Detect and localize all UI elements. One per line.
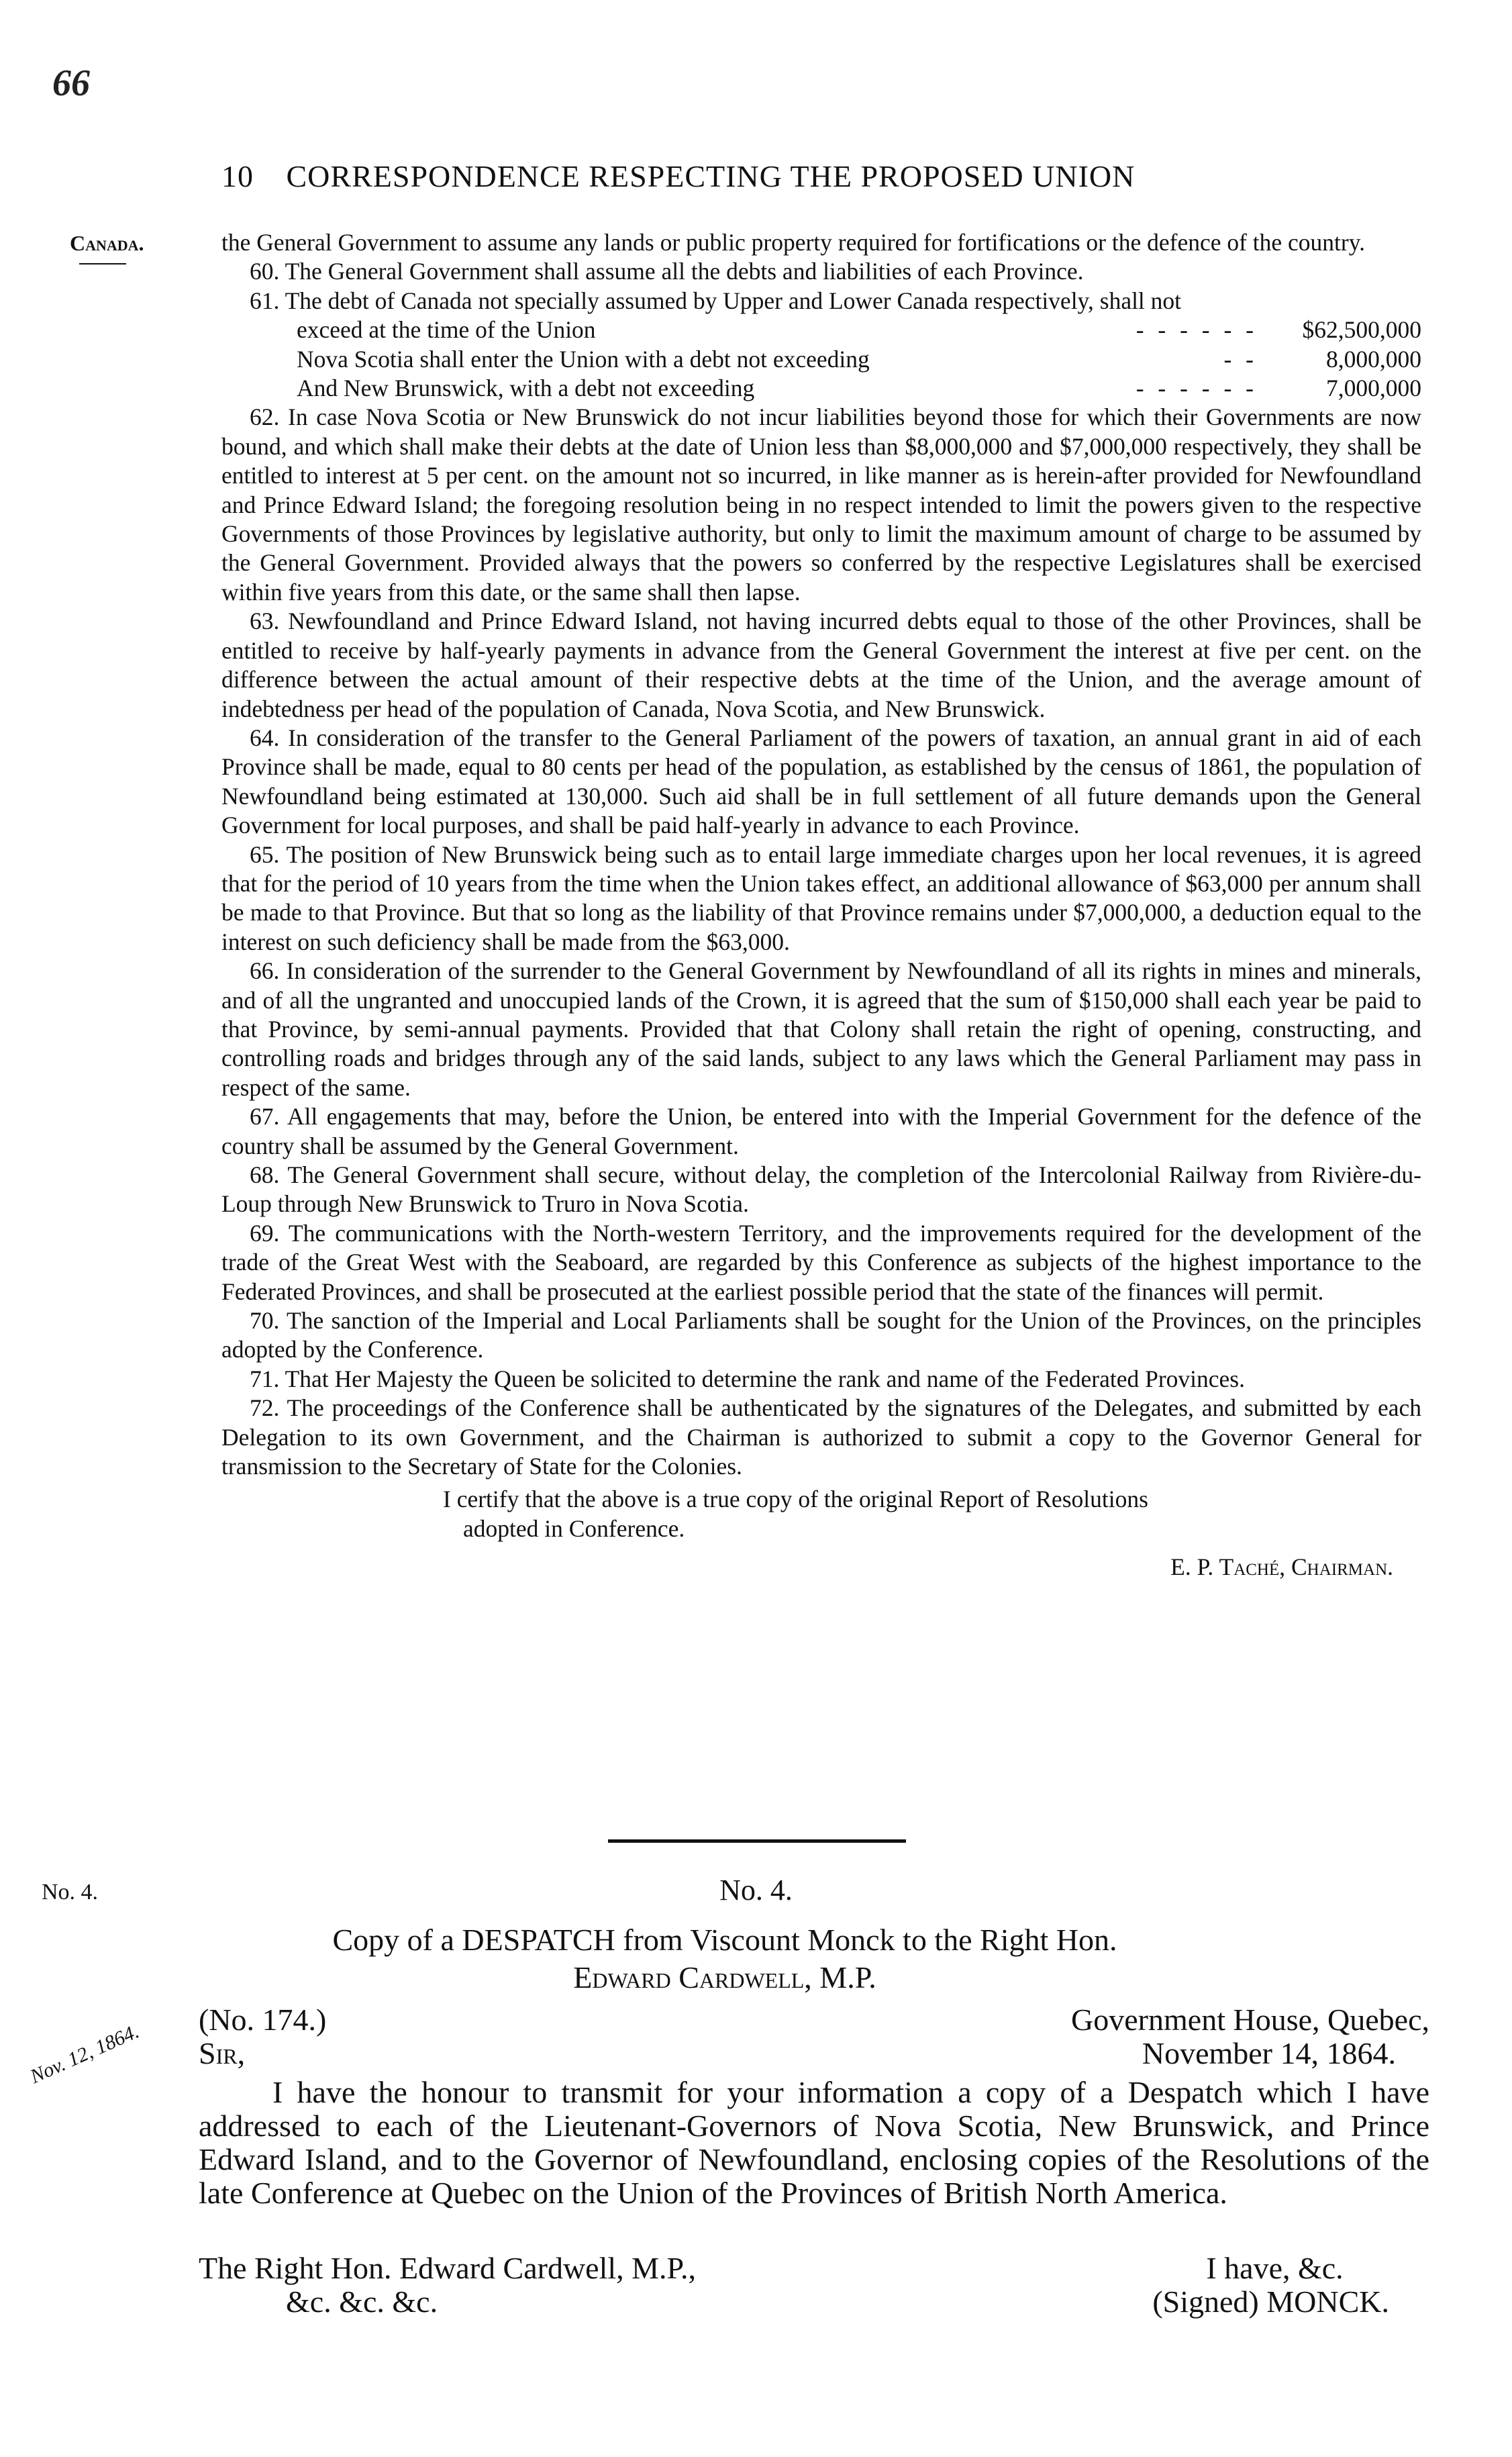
section-divider bbox=[608, 1839, 906, 1843]
resolution-60: 60. The General Government shall assume all the debts and liabilities of each Province. bbox=[250, 258, 1084, 285]
debt-label: And New Brunswick, with a debt not exceeding bbox=[297, 375, 755, 402]
margin-dash bbox=[79, 263, 126, 264]
debt-label: Nova Scotia shall enter the Union with a debt not exceeding bbox=[297, 345, 870, 373]
signed-name: (Signed) MONCK. bbox=[1152, 2284, 1389, 2319]
margin-note-no4: No. 4. bbox=[42, 1880, 99, 1905]
sign-block bbox=[1152, 2252, 1429, 2319]
chairman-signature bbox=[221, 1553, 1421, 1582]
page-number: 10 bbox=[221, 159, 254, 193]
debt-amount: $62,500,000 bbox=[1302, 316, 1421, 344]
salutation: Sir, bbox=[199, 2036, 246, 2070]
despatch-title bbox=[201, 1921, 1248, 1996]
debt-dashes: - - - - - - bbox=[1136, 316, 1258, 344]
debt-row bbox=[297, 316, 1421, 344]
certify-line-2: adopted in Conference. bbox=[463, 1514, 685, 1542]
debt-amount: 8,000,000 bbox=[1326, 345, 1421, 373]
page-header bbox=[221, 158, 1429, 194]
resolutions-text bbox=[221, 228, 1421, 1582]
resolution-69: 69. The communications with the North-western Territory, and the improvements required for the development of the trade of the Great West with the Seaboard, are regarded by this Conference as subjects of the highest importance to the Federated Provinces, and shall be prosecuted at the earliest possible period that the state of the finances will permit. bbox=[221, 1219, 1421, 1305]
letter-body: I have the honour to transmit for your information a copy of a Despatch which I have addressed to each of the Lieutenant-Governors of Nova Scotia, New Brunswick, and Prince Edward Island, and to the Governor of Newfoundland, enclosing copies of the Resolutions of the late Conference at Quebec on the Union of the Provinces of British North America. bbox=[199, 2075, 1429, 2210]
closing-phrase: I have, &c. bbox=[1206, 2251, 1344, 2285]
debt-row bbox=[297, 345, 1421, 374]
margin-note-date: Nov. 12, 1864. bbox=[27, 2020, 143, 2088]
recipient-block bbox=[199, 2252, 696, 2319]
despatch-title-line-2: Edward Cardwell, M.P. bbox=[573, 1960, 876, 1994]
resolution-72: 72. The proceedings of the Conference shall be authenticated by the signatures of the Delegates, and submitted by each Delegation to its own Government, and the Chairman is authorized to submit a copy to the Governor General for transmission to the Secretary of State for the Colonies. bbox=[221, 1394, 1421, 1480]
resolution-64: 64. In consideration of the transfer to the General Parliament of the powers of taxation, an annual grant in aid of each Province shall be made, equal to 80 cents per head of the population, as established by the census of 1861, the population of Newfoundland being estimated at 130,000. Such aid shall be in full settlement of all future demands upon the General Government for local purposes, and shall be paid half-yearly in advance to each Province. bbox=[221, 724, 1421, 839]
recipient-line-1: The Right Hon. Edward Cardwell, M.P., bbox=[199, 2251, 697, 2285]
despatch-date: November 14, 1864. bbox=[1142, 2036, 1396, 2070]
certify-line-1: I certify that the above is a true copy of the original Report of Resolutions bbox=[443, 1486, 1148, 1513]
resolution-61-intro: 61. The debt of Canada not specially assumed by Upper and Lower Canada respectively, shall not bbox=[250, 287, 1182, 314]
certification bbox=[443, 1485, 1421, 1543]
debt-row bbox=[297, 374, 1421, 403]
signature-text: E. P. Taché, Chairman. bbox=[1170, 1553, 1393, 1581]
resolution-70: 70. The sanction of the Imperial and Local Parliaments shall be sought for the Union of the Provinces, on the principles adopted by the Conference. bbox=[221, 1307, 1421, 1363]
margin-note-canada: Canada. bbox=[70, 231, 144, 255]
despatch-title-line-1: Copy of a DESPATCH from Viscount Monck to the Right Hon. bbox=[332, 1923, 1117, 1957]
resolution-63: 63. Newfoundland and Prince Edward Island, not having incurred debts equal to those of the other Provinces, shall be entitled to receive by half-yearly payments in advance from the General Government the interest at five per cent. on the difference between the actual amount of their respective debts at the time of the Union, and the average amount of indebtedness per head of the population of Canada, Nova Scotia, and New Brunswick. bbox=[221, 608, 1421, 722]
paragraph-continuation: the General Government to assume any lands or public property required for fortifications or the defence of the country. bbox=[221, 229, 1366, 256]
recipient-line-2: &c. &c. &c. bbox=[286, 2284, 438, 2319]
handwritten-page-mark: 66 bbox=[52, 62, 90, 104]
letter-heading-row bbox=[199, 2003, 1429, 2037]
debt-label: exceed at the time of the Union bbox=[297, 316, 596, 344]
despatch-ref: (No. 174.) bbox=[199, 2003, 327, 2037]
resolution-65: 65. The position of New Brunswick being such as to entail large immediate charges upon her local revenues, it is agreed that for the period of 10 years from the time when the Union takes effect, an additional allowance of $63,000 per annum shall be made to that Province. But that so long as the liability of that Province remains under $7,000,000, a deduction equal to the interest on such deficiency shall be made from the $63,000. bbox=[221, 840, 1421, 955]
running-title: CORRESPONDENCE RESPECTING THE PROPOSED UNION bbox=[286, 159, 1136, 193]
resolution-67: 67. All engagements that may, before the Union, be entered into with the Imperial Government for the defence of the country shall be assumed by the General Government. bbox=[221, 1103, 1421, 1159]
letter-date-row bbox=[199, 2037, 1429, 2070]
debt-dashes: - - - - - - bbox=[1136, 375, 1258, 402]
despatch-letter bbox=[199, 2003, 1429, 2319]
resolution-68: 68. The General Government shall secure, without delay, the completion of the Intercolonial Railway from Rivière-du-Loup through New Brunswick to Truro in Nova Scotia. bbox=[221, 1161, 1421, 1218]
debt-table bbox=[297, 316, 1421, 403]
despatch-location: Government House, Quebec, bbox=[1071, 2003, 1429, 2037]
resolution-66: 66. In consideration of the surrender to the General Government by Newfoundland of all its rights in mines and minerals, and of all the ungranted and unoccupied lands of the Crown, it is agreed that the sum of $150,000 shall each year be paid to that Province, by semi-annual payments. Provided that that Colony shall retain the right of opening, constructing, and controlling roads and bridges through any of the said lands, subject to any laws which the General Parliament may pass in respect of the same. bbox=[221, 957, 1421, 1101]
debt-dashes: - - bbox=[1223, 345, 1258, 373]
resolution-62: 62. In case Nova Scotia or New Brunswick do not incur liabilities beyond those for which their Governments are now bound, and which shall make their debts at the date of Union less than $8,000,000 and $7,000,000 respectively, they shall be entitled to interest at 5 per cent. on the amount not so incurred, in like manner as is herein-after provided for Newfoundland and Prince Edward Island; the foregoing resolution being in no respect intended to limit the powers given to the respective Governments of those Provinces by legislative authority, but only to limit the maximum amount of charge to be assumed by the General Government. Provided always that the powers so conferred by the respective Legislatures shall be exercised within five years from this date, or the same shall then lapse. bbox=[221, 403, 1421, 606]
despatch-number: No. 4. bbox=[719, 1874, 793, 1907]
debt-amount: 7,000,000 bbox=[1326, 375, 1421, 402]
resolution-71: 71. That Her Majesty the Queen be solicited to determine the rank and name of the Federated Provinces. bbox=[250, 1365, 1245, 1392]
letter-closing bbox=[199, 2252, 1429, 2319]
